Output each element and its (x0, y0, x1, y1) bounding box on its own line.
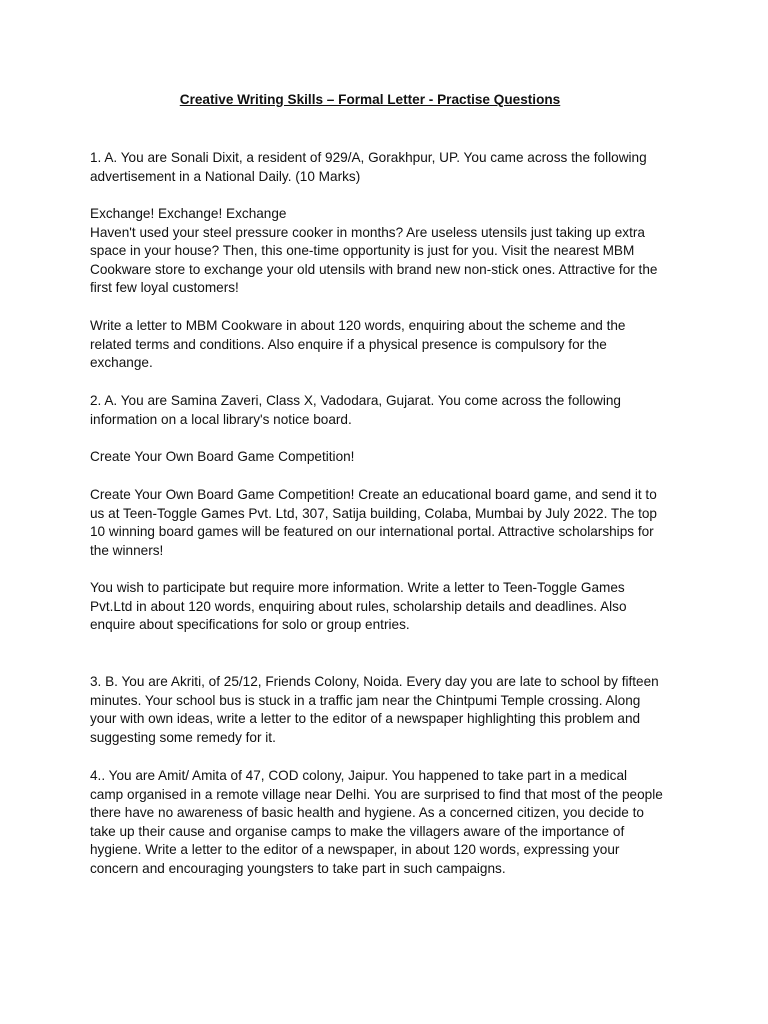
text-line: the winners! (90, 542, 164, 558)
text-line: Cookware store to exchange your old utensils with brand new non-stick ones. Attractive for the (90, 261, 658, 277)
question-2-notice (90, 486, 690, 560)
text-line: 10 winning board games will be featured on our international portal. Attractive scholarships for (90, 524, 654, 539)
text-line: take up their cause and organise camps to make the villagers aware of the importance of (90, 823, 625, 839)
document-title: Creative Writing Skills – Formal Letter - Practise Questions (179, 92, 561, 107)
text-line: 2. A. You are Samina Zaveri, Class X, Vadodara, Gujarat. You come across the following (90, 393, 621, 408)
question-1-advertisement (90, 205, 690, 298)
text-line: there have no awareness of basic health and hygiene. As a concerned citizen, you decide to (90, 805, 644, 820)
text-line: Haven't used your steel pressure cooker in months? Are useless utensils just taking up extra (90, 224, 645, 240)
text-line: space in your house? Then, this one-time opportunity is just for you. Visit the nearest MBM (90, 243, 635, 258)
question-1-intro (90, 149, 690, 186)
text-line: minutes. Your school bus is stuck in a traffic jam near the Chintpumi Temple crossing. Along (90, 692, 641, 708)
text-line: Write a letter to MBM Cookware in about 120 words, enquiring about the scheme and the (90, 318, 626, 333)
question-2-notice-heading (90, 448, 690, 467)
text-line: suggesting some remedy for it. (90, 729, 276, 745)
text-line: us at Teen-Toggle Games Pvt. Ltd, 307, Satija building, Colaba, Mumbai by July 2022. The top (90, 505, 657, 521)
text-line: your with own ideas, write a letter to the editor of a newspaper highlighting this problem and (90, 711, 641, 726)
text-line: enquire about specifications for solo or group entries. (90, 617, 410, 632)
text-line: hygiene. Write a letter to the editor of a newspaper, in about 120 words, expressing your (90, 842, 620, 857)
text-line: You wish to participate but require more information. Write a letter to Teen-Toggle Games (90, 580, 625, 595)
question-2-intro (90, 392, 690, 429)
text-line: 3. B. You are Akriti, of 25/12, Friends Colony, Noida. Every day you are late to school by fifteen (90, 674, 659, 689)
question-2-task (90, 579, 690, 635)
question-1-task (90, 317, 690, 373)
text-line: Create Your Own Board Game Competition! (90, 449, 355, 464)
text-line: related terms and conditions. Also enquire if a physical presence is compulsory for the (90, 336, 607, 352)
text-line: 1. A. You are Sonali Dixit, a resident of 929/A, Gorakhpur, UP. You came across the following (90, 150, 647, 165)
text-line: advertisement in a National Daily. (10 Marks) (90, 168, 361, 184)
text-line: information on a local library's notice board. (90, 411, 352, 427)
text-line: first few loyal customers! (90, 280, 239, 295)
text-line: Pvt.Ltd in about 120 words, enquiring about rules, scholarship details and deadlines. Also (90, 598, 627, 614)
question-4 (90, 767, 690, 878)
question-3 (90, 673, 690, 747)
text-line: Exchange! Exchange! Exchange (90, 206, 287, 221)
text-line: concern and encouraging youngsters to take part in such campaigns. (90, 860, 506, 876)
text-line: 4.. You are Amit/ Amita of 47, COD colony, Jaipur. You happened to take part in a medical (90, 768, 628, 783)
text-line: camp organised in a remote village near Delhi. You are surprised to find that most of the people (90, 786, 663, 802)
text-line: exchange. (90, 355, 153, 370)
text-line: Create Your Own Board Game Competition! Create an educational board game, and send it to (90, 487, 657, 502)
